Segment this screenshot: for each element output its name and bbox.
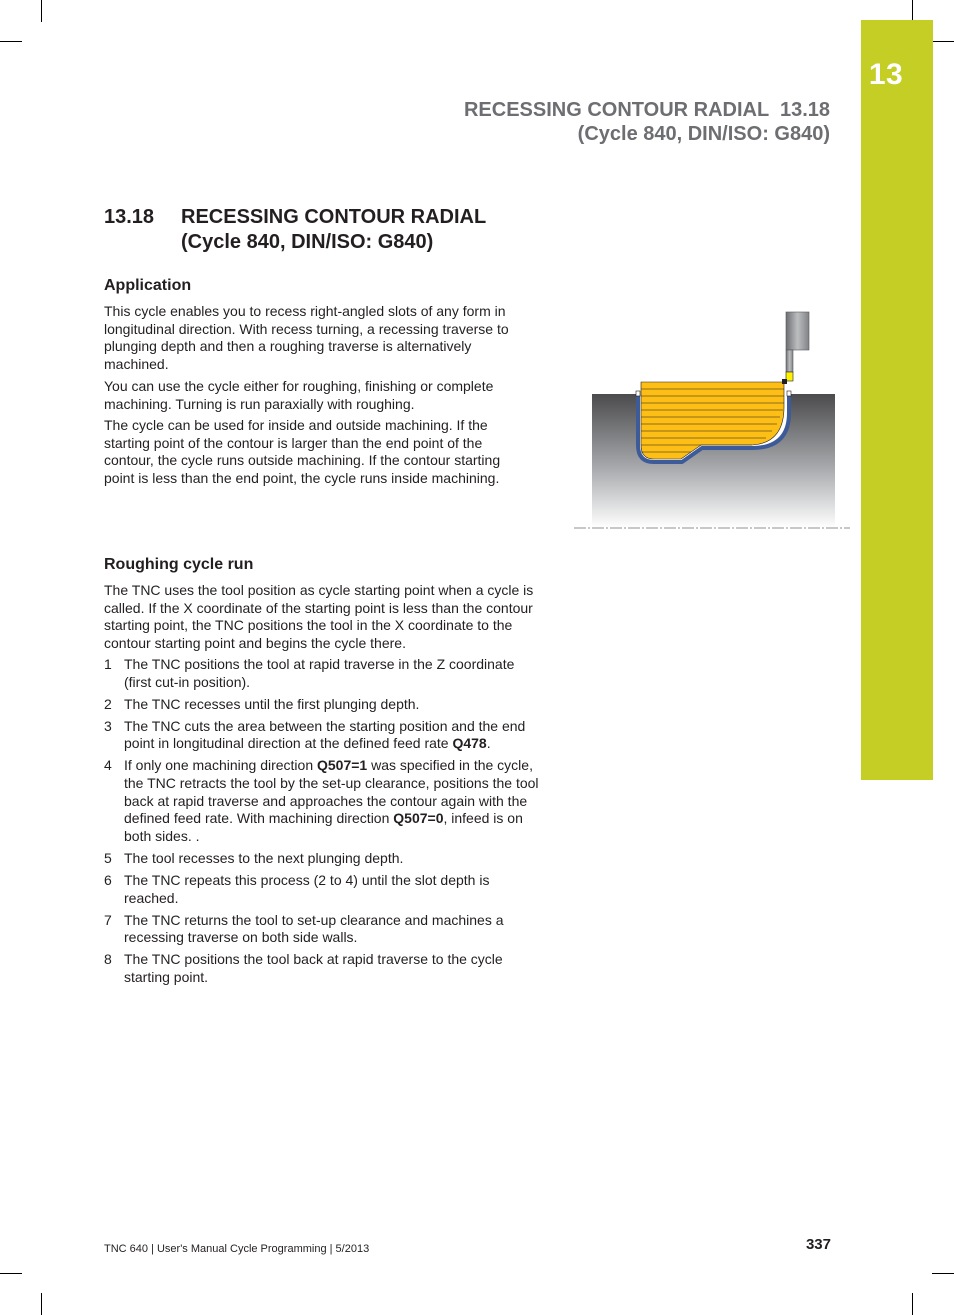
crop-mark (912, 0, 913, 22)
tool-tip-dot (782, 379, 787, 384)
tool-holder (786, 312, 809, 350)
list-item: 3 The TNC cuts the area between the starting position and the end point in longitudinal direction at the defined feed rate Q478. (104, 717, 526, 752)
list-item: 2 The TNC recesses until the first plunging depth. (104, 695, 420, 712)
crop-mark (41, 0, 42, 22)
list-item: 7 The TNC returns the tool to set-up clearance and machines a recessing traverse on both side walls. (104, 911, 504, 946)
crop-mark (41, 1293, 42, 1315)
section-number: 13.18 (104, 206, 155, 228)
application-paragraph-3: The cycle can be used for inside and outside machining. If the starting point of the contour is larger than the end point of the contour, the cycle runs outside machining. If the contour starting point is less than the end point, the cycle runs inside machining. (104, 417, 501, 486)
list-item: 1 The TNC positions the tool at rapid traverse in the Z coordinate (first cut-in position). (104, 656, 515, 690)
list-item: 5 The tool recesses to the next plunging depth. (104, 849, 404, 866)
crop-mark (0, 41, 22, 42)
section-title-line2: (Cycle 840, DIN/ISO: G840) (181, 231, 434, 253)
chapter-number: 13 (868, 58, 904, 91)
tool-insert (786, 372, 793, 381)
recessing-contour-figure (574, 305, 852, 533)
running-head-line2: (Cycle 840, DIN/ISO: G840) (577, 123, 830, 145)
section-title (181, 205, 601, 255)
list-item: 6 The TNC repeats this process (2 to 4) until the slot depth is reached. (104, 872, 490, 906)
contour-end-marker (787, 391, 791, 396)
running-head-line1: RECESSING CONTOUR RADIAL 13.18 (463, 99, 830, 121)
tool-shank (786, 350, 793, 372)
crop-mark (0, 1273, 22, 1274)
contour-start-marker (636, 391, 640, 396)
list-item: 8 The TNC positions the tool back at rapid traverse to the cycle starting point. (104, 951, 503, 985)
parameter-code: Q507=1 (317, 757, 368, 774)
page-number: 337 (805, 1236, 831, 1253)
crop-mark (912, 1293, 913, 1315)
footer-text: TNC 640 | User's Manual Cycle Programming | 5/2013 (104, 1243, 370, 1255)
application-heading: Application (104, 277, 192, 294)
section-title-line1: RECESSING CONTOUR RADIAL (181, 206, 487, 228)
chapter-tab (861, 20, 933, 780)
roughing-steps (104, 656, 540, 991)
crop-mark (932, 1273, 954, 1274)
running-head (464, 98, 830, 146)
crop-mark (932, 41, 954, 42)
application-paragraph-1: This cycle enables you to recess right-angled slots of any form in longitudinal direction. With recess turning, a recessing traverse to plunging depth and then a roughing traverse is alternatively machined. (104, 303, 509, 372)
application-paragraph-2: You can use the cycle either for roughing, finishing or complete machining. Turning is run paraxially with roughing. (104, 378, 494, 412)
parameter-code: Q478 (452, 735, 487, 752)
roughing-heading: Roughing cycle run (104, 556, 254, 573)
parameter-code: Q507=0 (393, 810, 444, 827)
list-item: 4 If only one machining direction Q507=1 was specified in the cycle, the TNC retracts the tool by the set-up clearance, positions the tool back at rapid traverse and approaches the contour again with the defined feed rate. With machining direction Q507=0, infeed is on both sides. . (104, 757, 539, 844)
roughing-intro: The TNC uses the tool position as cycle starting point when a cycle is called. If the X coordinate of the starting point is less than the contour starting point, the TNC positions the tool in the X coordinate to the contour starting point and begins the cycle there. (104, 582, 534, 651)
